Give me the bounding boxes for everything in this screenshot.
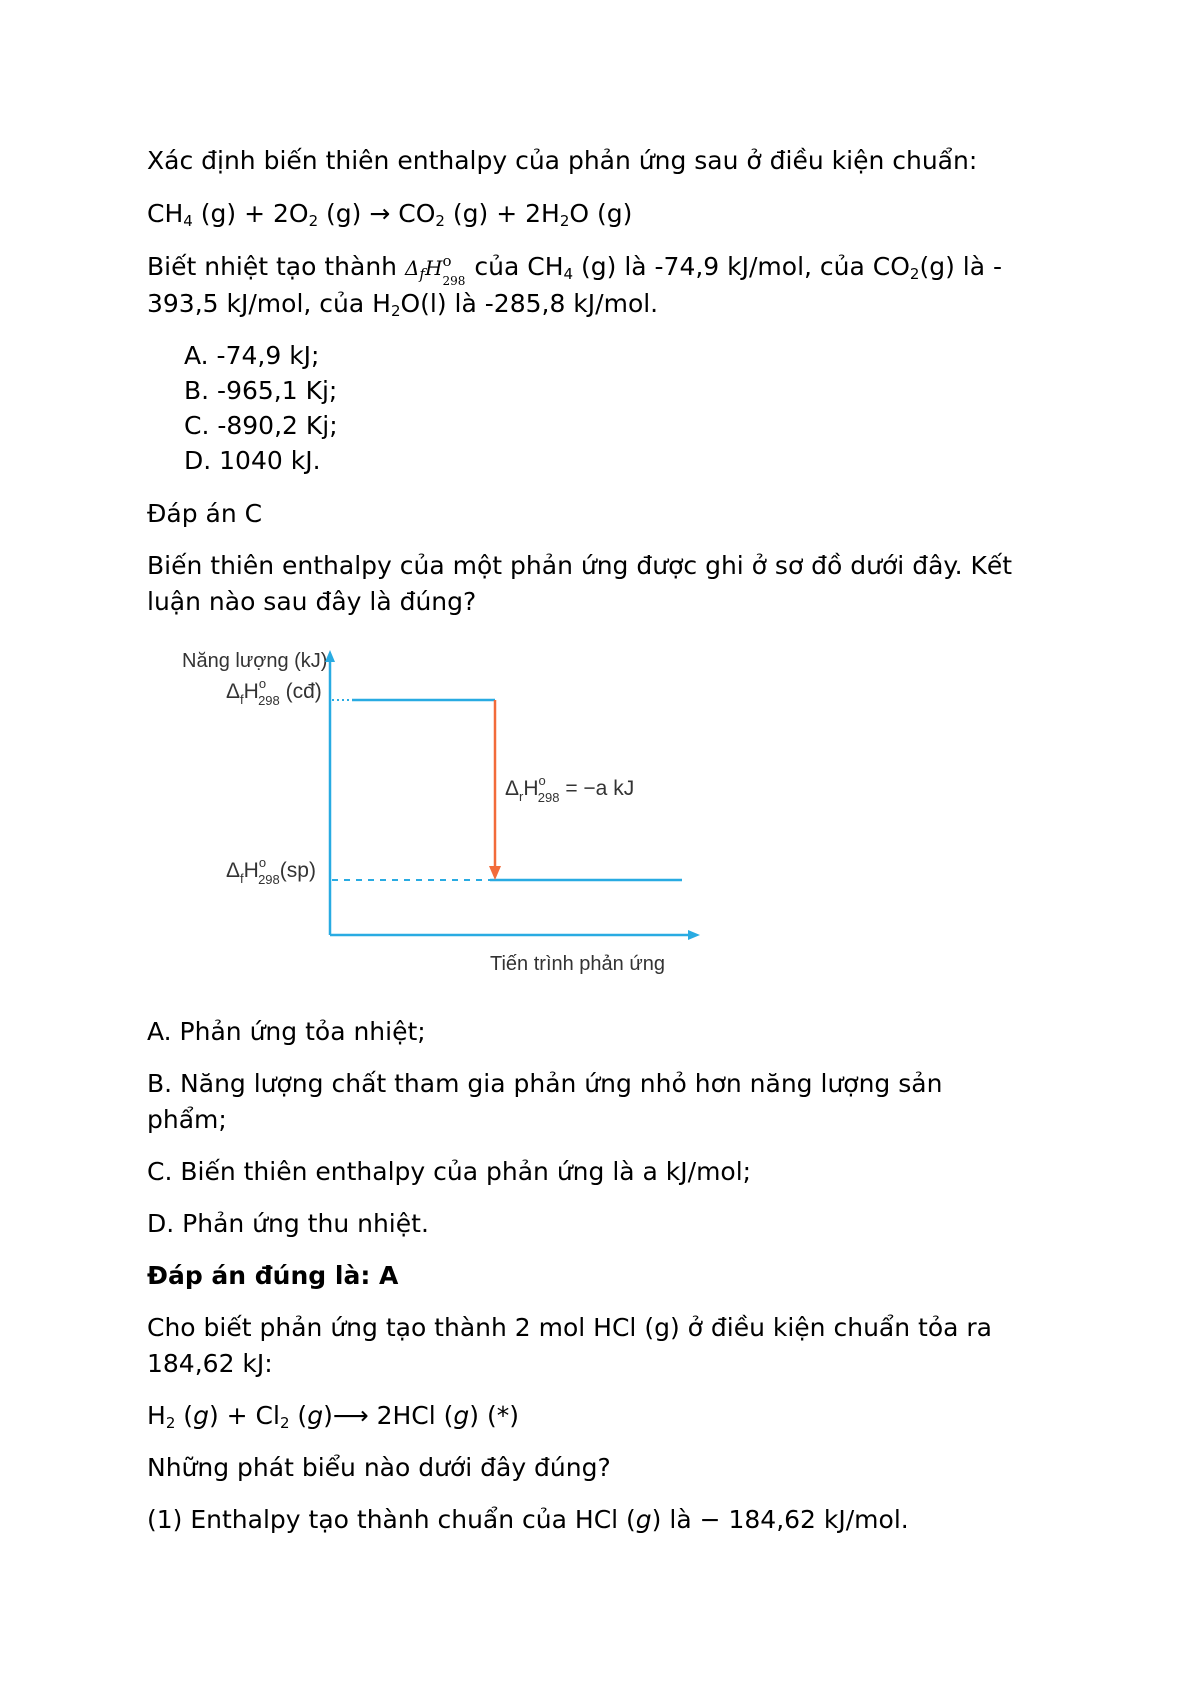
q1-option-d: D. 1040 kJ. [184, 446, 321, 475]
delta-label: $\Delta_rH^o$ 298 = −a kJ [505, 773, 635, 805]
q1-prompt: Xác định biến thiên enthalpy của phản ứng sau ở điều kiện chuẩn: [147, 146, 978, 175]
q2-answer: Đáp án đúng là: A [147, 1261, 399, 1290]
q1-given: Biết nhiệt tạo thành $\Delta_fH$ o 298 của $CH_4$ (g) là -74,9 kJ/mol, của $CO_2(g)$ là - 393,5 kJ/mol, của $H_2O(l)$ là -285,8 kJ/mol. [147, 252, 1003, 320]
enthalpy-diagram [170, 640, 710, 980]
x-axis-arrowhead [688, 930, 700, 940]
diagram-x-label: Tiến trình phản ứng [490, 953, 665, 975]
diagram-y-label: Năng lượng (kJ) [182, 650, 328, 672]
enthalpy-symbol: $\Delta_fH$ o 298 [404, 252, 466, 288]
q3-question: Những phát biểu nào dưới đây đúng? [147, 1453, 611, 1482]
q3-prompt: Cho biết phản ứng tạo thành 2 mol HCl (g) ở điều kiện chuẩn tỏa ra 184,62 kJ: [147, 1313, 992, 1378]
q2-option-c: C. Biến thiên enthalpy của phản ứng là a kJ/mol; [147, 1157, 752, 1186]
q2-option-a: A. Phản ứng tỏa nhiệt; [147, 1017, 426, 1046]
q3-equation: $H_2$ $(g) + Cl_2$ (g)⟶ 2HCl (g) (*) [147, 1401, 520, 1432]
q1-option-b: B. -965,1 Kj; [184, 376, 338, 405]
q3-statement-1: (1) Enthalpy tạo thành chuẩn của HCl (g) là − 184,62 kJ/mol. [147, 1505, 909, 1534]
reactant-label: $\Delta_fH^o$ 298 (cđ) [226, 676, 322, 708]
q2-option-d: D. Phản ứng thu nhiệt. [147, 1209, 429, 1238]
q1-option-a: A. -74,9 kJ; [184, 341, 320, 370]
q2-option-b: B. Năng lượng chất tham gia phản ứng nhỏ hơn năng lượng sản phẩm; [147, 1069, 943, 1134]
q1-answer: Đáp án C [147, 499, 263, 528]
product-label: $\Delta_fH^o$ 298(sp) [226, 855, 316, 887]
q1-equation: $CH_4$ $(g) + 2O_2$ $(g) \to CO_2$ $(g) + 2H_2O$ (g) [147, 199, 633, 230]
delta-arrowhead [489, 866, 501, 880]
q2-prompt: Biến thiên enthalpy của một phản ứng được ghi ở sơ đồ dưới đây. Kết luận nào sau đây là đúng? [147, 551, 1013, 616]
q1-option-c: C. -890,2 Kj; [184, 411, 338, 440]
